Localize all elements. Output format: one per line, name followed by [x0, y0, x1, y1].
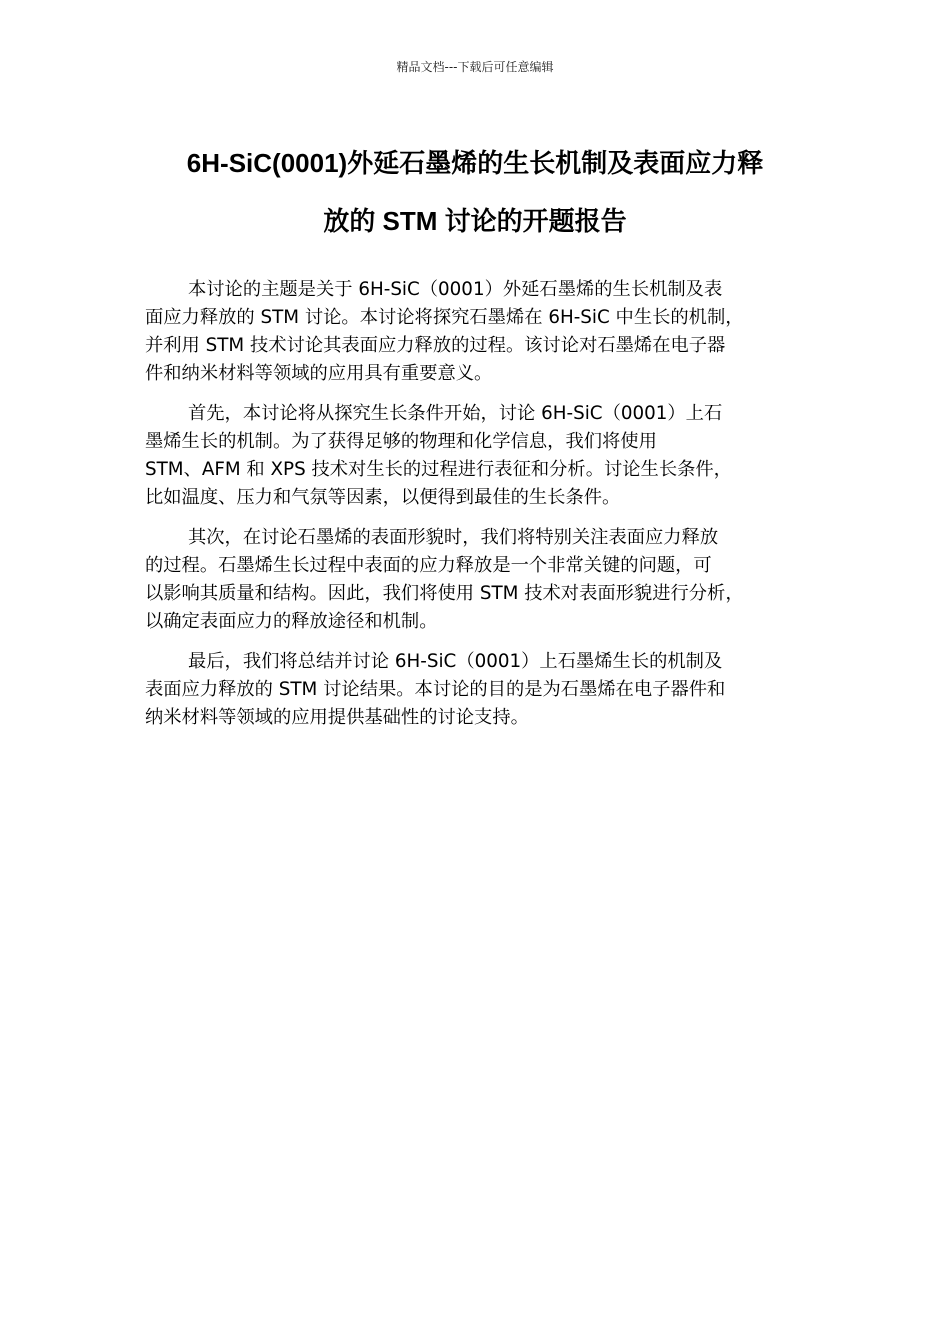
paragraph-intro — [145, 276, 807, 388]
header-note: 精品文档---下载后可任意编辑 — [396, 60, 554, 74]
paragraph-line: 比如温度、压力和气氛等因素，以便得到最佳的生长条件。 — [145, 487, 621, 508]
paragraph-final — [145, 648, 807, 732]
paragraph-line: 的过程。石墨烯生长过程中表面的应力释放是一个非常关键的问题，可 — [145, 555, 712, 576]
paragraph-line: 以确定表面应力的释放途径和机制。 — [145, 611, 438, 632]
document-body — [145, 276, 807, 744]
paragraph-line: 纳米材料等领域的应用提供基础性的讨论支持。 — [145, 707, 529, 728]
paragraph-line: 墨烯生长的机制。为了获得足够的物理和化学信息，我们将使用 — [145, 431, 657, 452]
paragraph-line: 并利用 STM 技术讨论其表面应力释放的过程。该讨论对石墨烯在电子器 — [145, 335, 726, 356]
paragraph-line: 件和纳米材料等领域的应用具有重要意义。 — [145, 363, 493, 384]
paragraph-line: 表面应力释放的 STM 讨论结果。本讨论的目的是为石墨烯在电子器件和 — [145, 679, 726, 700]
title-line: 放的 STM 讨论的开题报告 — [323, 206, 627, 236]
paragraph-line: 以影响其质量和结构。因此，我们将使用 STM 技术对表面形貌进行分析， — [145, 583, 744, 604]
document-title — [120, 134, 830, 250]
paragraph-line: STM、AFM 和 XPS 技术对生长的过程进行表征和分析。讨论生长条件， — [145, 459, 732, 480]
title-line: 6H-SiC(0001)外延石墨烯的生长机制及表面应力释 — [186, 148, 764, 178]
paragraph-first — [145, 400, 807, 512]
paragraph-line: 面应力释放的 STM 讨论。本讨论将探究石墨烯在 6H-SiC 中生长的机制， — [145, 307, 744, 328]
paragraph-line: 其次，在讨论石墨烯的表面形貌时，我们将特别关注表面应力释放 — [188, 527, 719, 548]
paragraph-line: 首先，本讨论将从探究生长条件开始，讨论 6H-SiC（0001）上石 — [188, 403, 723, 424]
paragraph-line: 本讨论的主题是关于 6H-SiC（0001）外延石墨烯的生长机制及表 — [188, 279, 723, 300]
paragraph-second — [145, 524, 807, 636]
paragraph-line: 最后，我们将总结并讨论 6H-SiC（0001）上石墨烯生长的机制及 — [188, 651, 723, 672]
